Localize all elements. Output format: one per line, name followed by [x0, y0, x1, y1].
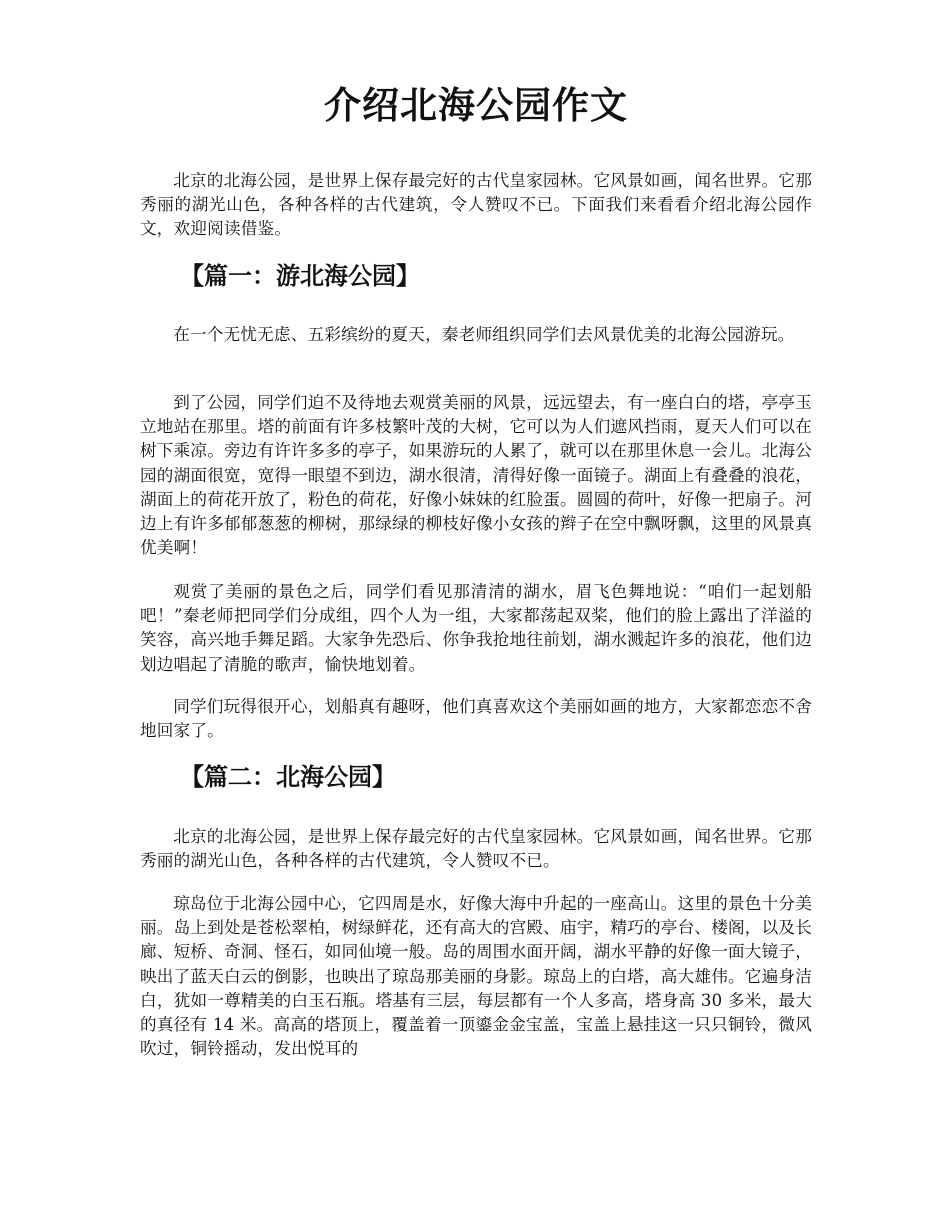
section-1-paragraph-4: 同学们玩得很开心，划船真有趣呀，他们真喜欢这个美丽如画的地方，大家都恋恋不舍地回家了。 — [140, 697, 812, 741]
section-1-paragraph-1: 在一个无忧无虑、五彩缤纷的夏天，秦老师组织同学们去风景优美的北海公园游玩。 — [173, 325, 795, 344]
section-heading-2: 【篇二：北海公园】 — [180, 763, 396, 791]
section-2-paragraph-2: 琼岛位于北海公园中心，它四周是水，好像大海中升起的一座高山。这里的景色十分美丽。岛上到处是苍松翠柏，树绿鲜花，还有高大的宫殿、庙宇，精巧的亭台、楼阁，以及长廊、短桥、奇洞、怪石，如同仙境一般。岛的周围水面开阔，湖水平静的好像一面大镜子，映出了蓝天白云的倒影，也映出了琼岛那美丽的身影。琼岛上的白塔，高大雄伟。它遍身洁白，犹如一尊精美的白玉石瓶。塔基有三层，每层都有一个人多高，塔身高 30 多米，最大的真径有 14 米。高高的塔顶上，覆盖着一顶鎏金金宝盖，宝盖上悬挂这一只只铜铃，微风吹过，铜铃摇动，发出悦耳的 — [140, 894, 812, 1059]
document-title: 介绍北海公园作文 — [324, 83, 628, 127]
intro-paragraph: 北京的北海公园，是世界上保存最完好的古代皇家园林。它风景如画，闻名世界。它那秀丽的湖光山色，各种各样的古代建筑，令人赞叹不已。下面我们来看看介绍北海公园作文，欢迎阅读借鉴。 — [140, 171, 812, 239]
section-heading-1: 【篇一：游北海公园】 — [180, 262, 420, 290]
section-2-paragraph-1: 北京的北海公园，是世界上保存最完好的古代皇家园林。它风景如画，闻名世界。它那秀丽的湖光山色，各种各样的古代建筑，令人赞叹不已。 — [140, 827, 812, 871]
section-1-paragraph-2: 到了公园，同学们迫不及待地去观赏美丽的风景，远远望去，有一座白白的塔，亭亭玉立地站在那里。塔的前面有许多枝繁叶茂的大树，它可以为人们遮风挡雨，夏天人们可以在树下乘凉。旁边有许许多多的亭子，如果游玩的人累了，就可以在那里休息一会儿。北海公园的湖面很宽，宽得一眼望不到边，湖水很清，清得好像一面镜子。湖面上有叠叠的浪花，湖面上的荷花开放了，粉色的荷花，好像小妹妹的红脸蛋。圆圆的荷叶，好像一把扇子。河边上有许多郁郁葱葱的柳树，那绿绿的柳枝好像小女孩的辫子在空中飘呀飘，这里的风景真优美啊！ — [140, 393, 812, 558]
section-1-paragraph-3: 观赏了美丽的景色之后，同学们看见那清清的湖水，眉飞色舞地说：“咱们一起划船吧！”秦老师把同学们分成组，四个人为一组，大家都荡起双桨，他们的脸上露出了洋溢的笑容，高兴地手舞足蹈。大家争先恐后、你争我抢地往前划，湖水溅起许多的浪花，他们边划边唱起了清脆的歌声，愉快地划着。 — [140, 582, 812, 674]
